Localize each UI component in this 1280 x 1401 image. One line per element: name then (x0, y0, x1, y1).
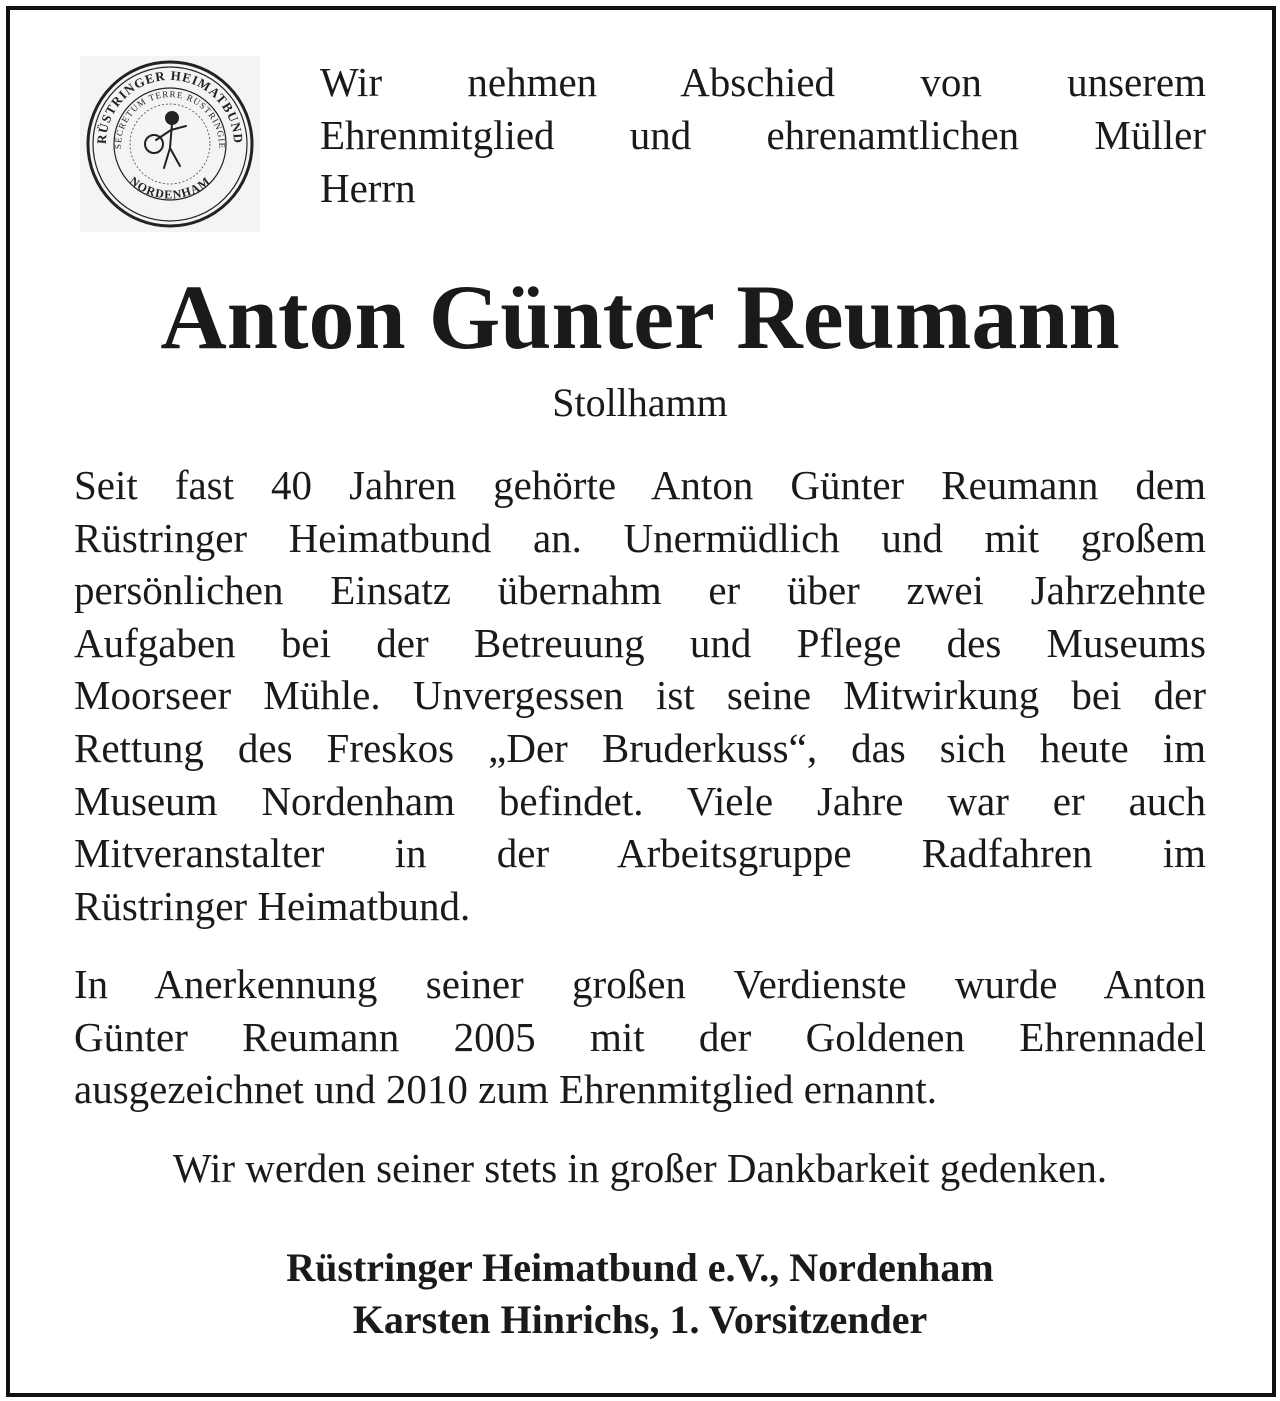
deceased-place: Stollhamm (552, 380, 728, 425)
intro-text (320, 56, 1206, 215)
seal-ring-bottom-text: NORDENHAM (126, 173, 214, 202)
seal-ring-inner-text: SECRETUM TERRE RUSTRINGIE (112, 89, 228, 150)
deceased-name: Anton Günter Reumann (160, 266, 1120, 368)
paragraph-line: Rüstringer Heimatbund. (74, 882, 471, 929)
seal-ring-top-text: RÜSTRINGER HEIMATBUND (93, 67, 247, 145)
paragraph-line: Moorseer Mühle. Unvergessen ist seine Mitwirkung bei der (74, 672, 1206, 719)
paragraph-line: In Anerkennung seiner großen Verdienste wurde Anton (74, 961, 1206, 1007)
heimatbund-seal-logo (80, 56, 260, 232)
paragraph-line: Rettung des Freskos „Der Bruderkuss“, das sich heute im (74, 724, 1206, 771)
intro-line: Ehrenmitglied und ehrenamtlichen Müller (320, 112, 1206, 158)
paragraph-line: ausgezeichnet und 2010 zum Ehrenmitglied ernannt. (74, 1066, 938, 1113)
signature-organization: Rüstringer Heimatbund e.V., Nordenham (286, 1245, 994, 1290)
body-paragraph-1 (74, 459, 1206, 932)
paragraph-line: Günter Reumann 2005 mit der Goldenen Ehrennadel (74, 1013, 1206, 1060)
paragraph-line: Rüstringer Heimatbund an. Unermüdlich und mit großem (74, 514, 1206, 561)
signature-signer: Karsten Hinrichs, 1. Vorsitzender (352, 1297, 928, 1342)
intro-line: Herrn (320, 165, 416, 211)
paragraph-line: persönlichen Einsatz übernahm er über zwei Jahrzehnte (74, 567, 1206, 614)
paragraph-line: Mitveranstalter in der Arbeitsgruppe Radfahren im (74, 830, 1206, 877)
intro-line: Wir nehmen Abschied von unserem (320, 59, 1206, 105)
body-paragraph-2 (74, 958, 1206, 1116)
paragraph-line: Aufgaben bei der Betreuung und Pflege des Museums (74, 619, 1206, 666)
paragraph-line: Museum Nordenham befindet. Viele Jahre war er auch (74, 777, 1206, 824)
paragraph-line: Seit fast 40 Jahren gehörte Anton Günter Reumann dem (74, 462, 1206, 508)
closing-line: Wir werden seiner stets in großer Dankbarkeit gedenken. (172, 1145, 1108, 1191)
